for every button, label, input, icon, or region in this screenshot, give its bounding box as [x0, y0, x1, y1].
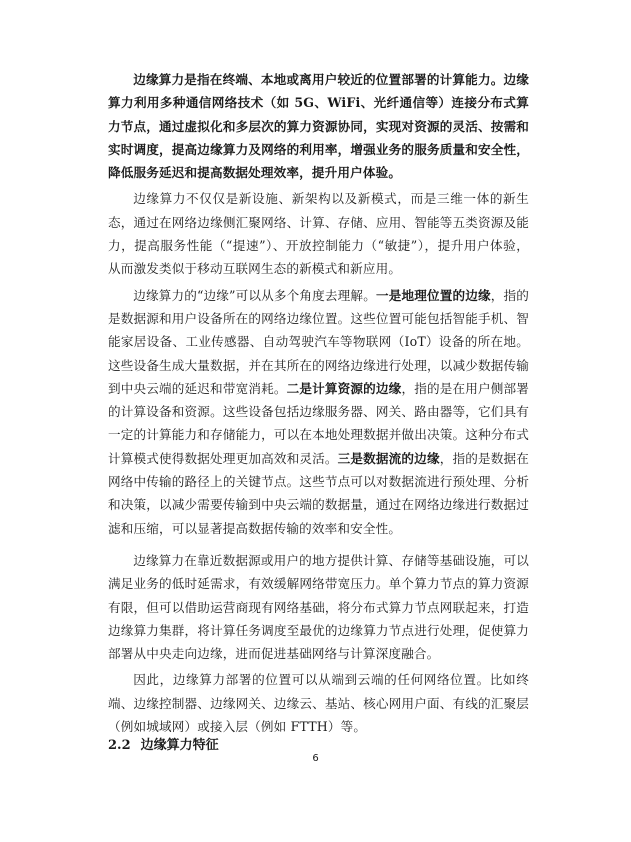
section-heading	[108, 734, 219, 753]
edge-geographic-text: ，指的是数据源和用户设备所在的网络边缘位置。这些位置可能包括智能手机、智能家居设备、工业传感器、自动驾驶汽车等物联网（IoT）设备的所在地。这些设备生成大量数据，并在其所在的网络边缘进行处理，以减少数据传输到中央云端的延迟和带宽消耗。	[108, 287, 529, 396]
section-title: 边缘算力特征	[140, 738, 219, 753]
edge-dataflow-text: ，指的是数据在网络中传输的路径上的关键节点。这些节点可以对数据流进行预处理、分析和决策，以减少需要传输到中央云端的数据量，通过在网络边缘进行数据过滤和压缩，可以显著提高数据传输的效率和安全性。	[108, 450, 529, 536]
edge-geographic-label: 一是地理位置的边缘	[375, 287, 491, 303]
document-body	[108, 68, 529, 738]
paragraph-deployment: 因此，边缘算力部署的位置可以从端到云端的任何网络位置。比如终端、边缘控制器、边缘网关、边缘云、基站、核心网用户面、有线的汇聚层（例如城域网）或接入层（例如 FTTH）等。	[108, 672, 529, 735]
paragraph-edge-meaning	[108, 284, 529, 540]
section-number: 2.2	[108, 738, 131, 753]
edge-dataflow-label: 三是数据流的边缘	[337, 450, 440, 466]
paragraph-ecosystem: 边缘算力不仅仅是新设施、新架构以及新模式，而是三维一体的新生态，通过在网络边缘侧汇聚网络、计算、存储、应用、智能等五类资源及能力，提高服务性能（“提速”）、开放控制能力（“敏捷”），提升用户体验，从而激发类似于移动互联网生态的新模式和新应用。	[108, 191, 529, 277]
page-number: 6	[312, 753, 319, 764]
edge-compute-label: 二是计算资源的边缘	[286, 380, 402, 396]
edge-meaning-intro: 边缘算力的“边缘”可以从多个角度去理解。	[133, 287, 376, 303]
edge-compute-text: ，指的是在用户侧部署的计算设备和资源。这些设备包括边缘服务器、网关、路由器等，它们具有一定的计算能力和存储能力，可以在本地处理数据并做出决策。这种分布式计算模式使得数据处理更加高效和灵活。	[108, 380, 529, 466]
paragraph-definition: 边缘算力是指在终端、本地或离用户较近的位置部署的计算能力。边缘算力利用多种通信网络技术（如 5G、WiFi、光纤通信等）连接分布式算力节点，通过虚拟化和多层次的算力资源协同，实现对资源的灵活、按需和实时调度，提高边缘算力及网络的利用率，增强业务的服务质量和安全性，降低服务延迟和提高数据处理效率，提升用户体验。	[108, 72, 529, 181]
paragraph-latency: 边缘算力在靠近数据源或用户的地方提供计算、存储等基础设施，可以满足业务的低时延需求，有效缓解网络带宽压力。单个算力节点的算力资源有限，但可以借助运营商现有网络基础，将分布式算力节点网联起来，打造边缘算力集群，将计算任务调度至最优的边缘算力节点进行处理，促使算力部署从中央走向边缘，进而促进基础网络与计算深度融合。	[108, 552, 529, 662]
